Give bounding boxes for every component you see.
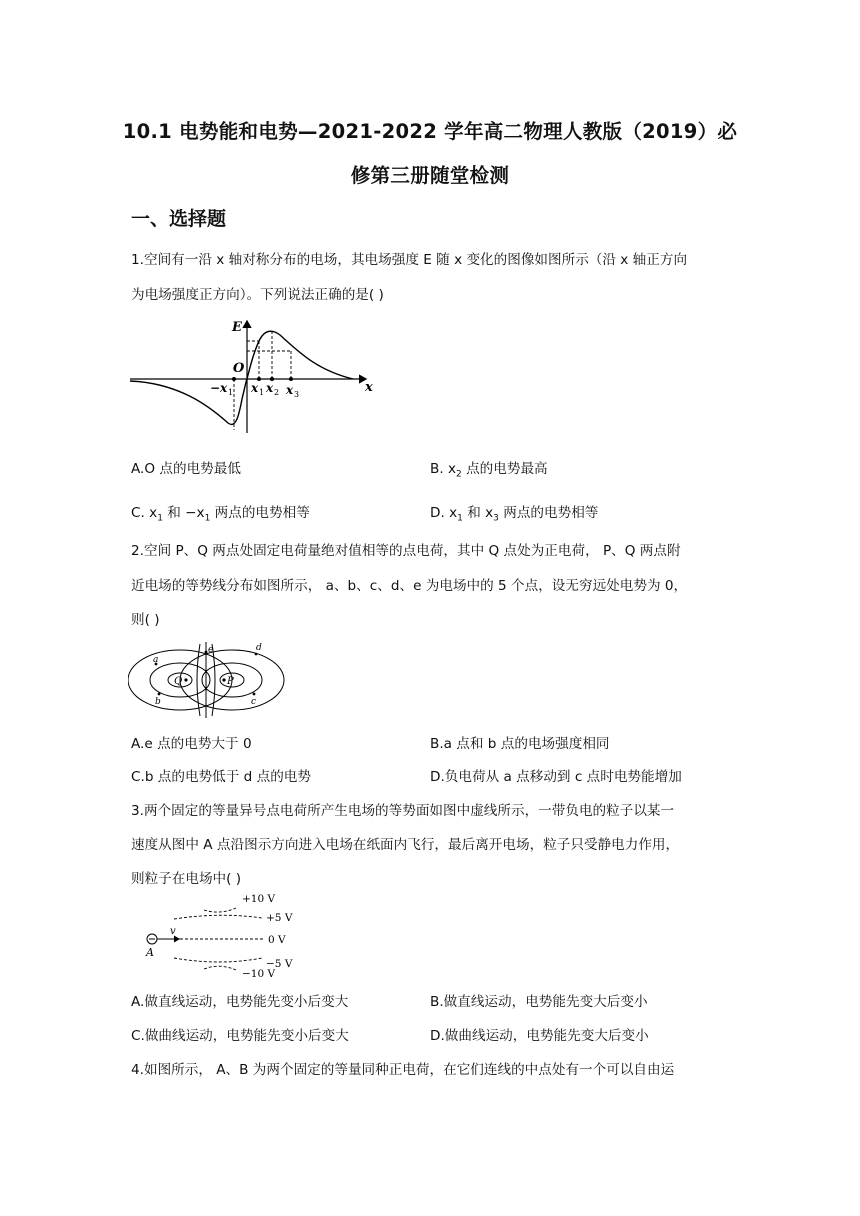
q2-stem-line-3: 则( ) <box>131 612 160 628</box>
x2-sub: 2 <box>274 388 280 397</box>
origin-label: O <box>233 361 245 376</box>
v-label: v <box>170 926 176 937</box>
q1-e-field-graph <box>128 315 378 435</box>
e-curve <box>130 331 353 424</box>
q2-stem-line-1: 2.空间 P、Q 两点处固定电荷量绝对值相等的点电荷，其中 Q 点处为正电荷， P、Q 两点附 <box>131 543 681 559</box>
e-label: e <box>208 645 214 655</box>
q3-equipotential-figure <box>140 888 310 983</box>
zero-v-label: 0 V <box>268 934 286 946</box>
q-label: Q <box>174 676 183 687</box>
q1-option-a: A.O 点的电势最低 <box>131 461 241 477</box>
q3-stem-line-3: 则粒子在电场中( ) <box>131 871 242 887</box>
x1-label: x <box>251 381 259 395</box>
x-axis-label: x <box>365 380 373 395</box>
plus-5v-label: +5 V <box>266 912 293 924</box>
d-label: d <box>256 643 262 653</box>
x1-sub: 1 <box>259 388 265 397</box>
q1-option-c: C. $x_1$ 和 $-x_1$ 两点的电势相等 <box>131 505 310 524</box>
page-title-line-2: 修第三册随堂检测 <box>350 164 510 187</box>
x3-label: x <box>286 383 294 397</box>
e-axis-label: E <box>232 320 242 335</box>
minus-5v-label: −5 V <box>266 958 293 970</box>
q3-option-a: A.做直线运动，电势能先变小后变大 <box>131 994 349 1010</box>
q1-stem-line-1: 1.空间有一沿 x 轴对称分布的电场，其电场强度 E 随 x 变化的图像如图所示（沿 x 轴正方向 <box>131 252 688 268</box>
q3-stem-line-2: 速度从图中 A 点沿图示方向进入电场在纸面内飞行，最后离开电场，粒子只受静电力作用， <box>131 837 680 853</box>
q3-option-b: B.做直线运动，电势能先变大后变小 <box>430 994 648 1010</box>
q2-option-a: A.e 点的电势大于 0 <box>131 736 252 752</box>
q1-option-b: B. $x_2$ 点的电势最高 <box>430 461 548 480</box>
section-heading: 一、选择题 <box>131 208 227 230</box>
q3-option-c: C.做曲线运动，电势能先变小后变大 <box>131 1028 349 1044</box>
q3-stem-line-1: 3.两个固定的等量异号点电荷所产生电场的等势面如图中虚线所示，一带负电的粒子以某一 <box>131 803 675 819</box>
minus-10v-label: −10 V <box>242 968 276 980</box>
p-label: P <box>227 676 234 687</box>
neg-x1-sub: 1 <box>228 388 234 397</box>
c-label: c <box>251 697 257 707</box>
b-label: b <box>155 697 161 707</box>
guide-lines <box>234 331 291 430</box>
q2-option-c: C.b 点的电势低于 d 点的电势 <box>131 769 311 785</box>
plus-10v-label: +10 V <box>242 893 276 905</box>
a-label: a <box>153 655 159 665</box>
a-point-label: A <box>146 946 154 959</box>
x2-label: x <box>266 381 274 395</box>
q3-option-d: D.做曲线运动，电势能先变大后变小 <box>430 1028 649 1044</box>
q2-equipotential-figure <box>128 640 288 720</box>
neg-x1-label: −x <box>210 381 228 395</box>
q2-option-b: B.a 点和 b 点的电场强度相同 <box>430 736 610 752</box>
q2-stem-line-2: 近电场的等势线分布如图所示， a、b、c、d、e 为电场中的 5 个点，设无穷远处电势为 0， <box>131 578 688 594</box>
q4-stem-line-1: 4.如图所示， A、B 为两个固定的等量同种正电荷，在它们连线的中点处有一个可以自由运 <box>131 1062 675 1078</box>
q1-stem-line-2: 为电场强度正方向）。下列说法正确的是( ) <box>131 287 384 303</box>
x3-sub: 3 <box>294 390 300 399</box>
page-title-line-1: 10.1 电势能和电势—2021-2022 学年高二物理人教版（2019）必 <box>122 120 738 143</box>
q1-option-d: D. $x_1$ 和 $x_3$ 两点的电势相等 <box>430 505 599 524</box>
q2-option-d: D.负电荷从 a 点移动到 c 点时电势能增加 <box>430 769 682 785</box>
